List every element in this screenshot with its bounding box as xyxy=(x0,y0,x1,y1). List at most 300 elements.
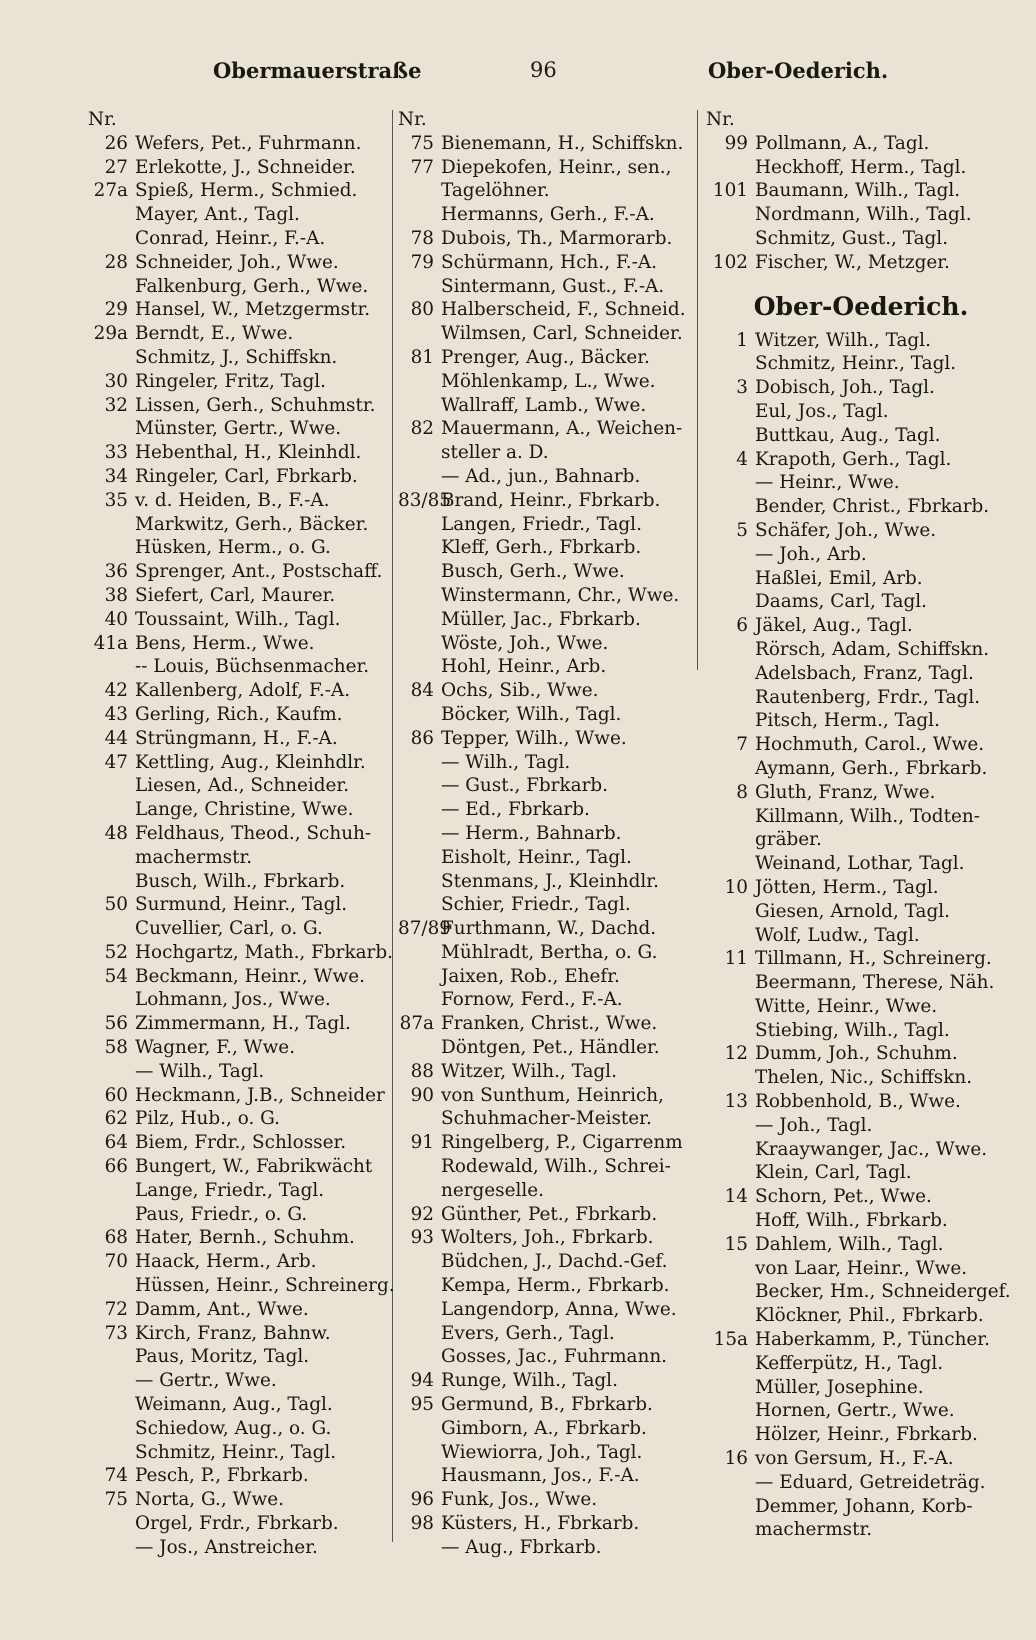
house-number xyxy=(88,1369,135,1393)
directory-entry xyxy=(398,751,698,775)
directory-entry xyxy=(88,1298,393,1322)
directory-entry xyxy=(88,822,393,846)
resident-entry: Küsters, H., Fbrkarb. xyxy=(441,1513,640,1535)
directory-entry xyxy=(88,560,393,584)
house-number: 47 xyxy=(104,751,128,773)
directory-entry xyxy=(706,781,1016,805)
house-number: 29 xyxy=(104,299,128,321)
directory-entry xyxy=(706,1376,1016,1400)
house-number xyxy=(398,441,441,465)
house-number: 66 xyxy=(104,1156,128,1178)
directory-entry xyxy=(88,417,393,441)
directory-entry xyxy=(706,519,1016,543)
house-number xyxy=(398,632,441,656)
directory-entry xyxy=(88,917,393,941)
resident-entry: — Jos., Anstreicher. xyxy=(135,1536,318,1558)
resident-entry: Schiedow, Aug., o. G. xyxy=(135,1417,332,1439)
house-number: 6 xyxy=(736,615,748,637)
house-number xyxy=(706,1352,755,1376)
directory-entry xyxy=(398,965,698,989)
directory-entry xyxy=(706,448,1016,472)
directory-entry xyxy=(398,346,698,370)
resident-entry: Markwitz, Gerh., Bäcker. xyxy=(135,513,369,535)
directory-entry xyxy=(88,751,393,775)
house-number: 13 xyxy=(724,1091,748,1113)
house-number: 90 xyxy=(410,1084,434,1106)
directory-entry xyxy=(398,1084,698,1108)
directory-entry xyxy=(398,536,698,560)
directory-entry xyxy=(88,1226,393,1250)
resident-entry: Hater, Bernh., Schuhm. xyxy=(135,1227,355,1249)
directory-entry xyxy=(88,179,393,203)
resident-entry: Eul, Jos., Tagl. xyxy=(755,400,889,422)
house-number xyxy=(398,275,441,299)
directory-entry xyxy=(398,560,698,584)
resident-entry: Kempa, Herm., Fbrkarb. xyxy=(441,1275,670,1297)
house-number: 54 xyxy=(104,965,128,987)
resident-entry: Möhlenkamp, L., Wwe. xyxy=(441,370,656,392)
house-number xyxy=(398,1345,441,1369)
house-number xyxy=(398,1036,441,1060)
house-number xyxy=(706,757,755,781)
directory-entry xyxy=(398,132,698,156)
resident-entry: Fischer, W., Metzger. xyxy=(755,251,950,273)
resident-entry: Günther, Pet., Fbrkarb. xyxy=(441,1203,658,1225)
directory-entry xyxy=(706,614,1016,638)
house-number xyxy=(398,1322,441,1346)
directory-entry xyxy=(88,108,393,132)
directory-entry xyxy=(88,1417,393,1441)
resident-entry: Runge, Wilh., Tagl. xyxy=(441,1370,618,1392)
directory-entry xyxy=(706,1399,1016,1423)
house-number: 42 xyxy=(104,680,128,702)
house-number xyxy=(88,798,135,822)
directory-entry xyxy=(398,917,698,941)
house-number: 36 xyxy=(104,561,128,583)
directory-entry xyxy=(88,1464,393,1488)
house-number: 52 xyxy=(104,941,128,963)
directory-entry xyxy=(88,679,393,703)
resident-entry: Lange, Friedr., Tagl. xyxy=(135,1179,325,1201)
resident-entry: — Aug., Fbrkarb. xyxy=(441,1536,602,1558)
directory-entry xyxy=(398,1464,698,1488)
resident-entry: Lissen, Gerh., Schuhmstr. xyxy=(135,394,376,416)
resident-entry: Wolters, Joh., Fbrkarb. xyxy=(441,1227,654,1249)
directory-entry xyxy=(88,1203,393,1227)
directory-entry xyxy=(88,846,393,870)
directory-entry xyxy=(88,298,393,322)
house-number: Nr. xyxy=(706,109,735,130)
resident-entry: Ringeler, Carl, Fbrkarb. xyxy=(135,465,358,487)
house-number xyxy=(706,1257,755,1281)
resident-entry: Bungert, W., Fabrikwächt xyxy=(135,1156,373,1178)
house-number: 1 xyxy=(736,329,748,351)
directory-entry xyxy=(706,156,1016,180)
resident-entry: Killmann, Wilh., Todten- xyxy=(755,805,980,827)
house-number xyxy=(706,227,755,251)
house-number: 12 xyxy=(724,1043,748,1065)
house-number: 27 xyxy=(104,156,128,178)
resident-entry: Wöste, Joh., Wwe. xyxy=(441,632,609,654)
directory-entry xyxy=(398,655,698,679)
resident-entry: — Wilh., Tagl. xyxy=(441,751,571,773)
resident-entry: Germund, B., Fbrkarb. xyxy=(441,1394,653,1416)
resident-entry: nergeselle. xyxy=(441,1179,544,1201)
resident-entry: Diepekofen, Heinr., sen., xyxy=(441,156,672,178)
directory-entry xyxy=(88,1322,393,1346)
directory-entry xyxy=(706,376,1016,400)
resident-entry: Conrad, Heinr., F.-A. xyxy=(135,227,326,249)
directory-entry xyxy=(88,965,393,989)
header-street-right: Ober-Oederich. xyxy=(708,58,889,83)
house-number xyxy=(706,662,755,686)
directory-entry xyxy=(706,900,1016,924)
resident-entry: Falkenburg, Gerh., Wwe. xyxy=(135,275,369,297)
house-number xyxy=(706,638,755,662)
directory-entry xyxy=(398,1441,698,1465)
resident-entry: Weinand, Lothar, Tagl. xyxy=(755,853,965,875)
house-number xyxy=(398,1274,441,1298)
directory-entry xyxy=(706,924,1016,948)
house-number xyxy=(398,1417,441,1441)
resident-entry: Wallraff, Lamb., Wwe. xyxy=(441,394,647,416)
resident-entry: Beckmann, Heinr., Wwe. xyxy=(135,965,365,987)
house-number: 77 xyxy=(410,156,434,178)
resident-entry: Witzer, Wilh., Tagl. xyxy=(755,329,931,351)
house-number: 84 xyxy=(410,680,434,702)
house-number: 40 xyxy=(104,608,128,630)
house-number xyxy=(706,1471,755,1495)
directory-entry xyxy=(88,536,393,560)
resident-entry: Kraaywanger, Jac., Wwe. xyxy=(755,1138,988,1160)
resident-entry: Spieß, Herm., Schmied. xyxy=(135,180,358,202)
house-number xyxy=(706,995,755,1019)
directory-entry xyxy=(398,727,698,751)
directory-entry xyxy=(88,893,393,917)
directory-entry xyxy=(88,1107,393,1131)
directory-entry xyxy=(88,1060,393,1084)
resident-entry: Aymann, Gerh., Fbrkarb. xyxy=(755,757,988,779)
directory-entry xyxy=(706,1471,1016,1495)
house-number: 62 xyxy=(104,1108,128,1130)
house-number xyxy=(398,536,441,560)
resident-entry: Haack, Herm., Arb. xyxy=(135,1251,317,1273)
house-number xyxy=(88,513,135,537)
house-number xyxy=(398,893,441,917)
resident-entry: Schneider, Joh., Wwe. xyxy=(135,251,339,273)
directory-entry xyxy=(88,608,393,632)
resident-entry: Giesen, Arnold, Tagl. xyxy=(755,900,950,922)
directory-entry xyxy=(88,1488,393,1512)
resident-entry: Jötten, Herm., Tagl. xyxy=(755,876,939,898)
house-number xyxy=(88,774,135,798)
directory-entry xyxy=(88,941,393,965)
house-number: 99 xyxy=(724,132,748,154)
house-number xyxy=(706,1304,755,1328)
directory-entry xyxy=(706,1185,1016,1209)
directory-entry xyxy=(398,156,698,180)
directory-entry xyxy=(88,1345,393,1369)
house-number: 78 xyxy=(410,227,434,249)
house-number xyxy=(706,1066,755,1090)
house-number: 70 xyxy=(104,1251,128,1273)
house-number xyxy=(706,1114,755,1138)
house-number xyxy=(398,584,441,608)
resident-entry: Beermann, Therese, Näh. xyxy=(755,972,995,994)
directory-entry xyxy=(88,132,393,156)
house-number: 83/85 xyxy=(398,489,451,511)
directory-entry xyxy=(706,1304,1016,1328)
resident-entry: Demmer, Johann, Korb- xyxy=(755,1495,973,1517)
house-number: Nr. xyxy=(88,109,117,130)
house-number xyxy=(706,543,755,567)
house-number xyxy=(88,275,135,299)
house-number xyxy=(88,870,135,894)
house-number: 75 xyxy=(104,1489,128,1511)
house-number: 34 xyxy=(104,465,128,487)
resident-entry: Langendorp, Anna, Wwe. xyxy=(441,1298,677,1320)
directory-entry xyxy=(706,1423,1016,1447)
resident-entry: Heckhoff, Herm., Tagl. xyxy=(755,156,967,178)
directory-entry xyxy=(706,852,1016,876)
resident-entry: — Eduard, Getreideträg. xyxy=(755,1471,986,1493)
resident-entry: Pesch, P., Fbrkarb. xyxy=(135,1465,309,1487)
house-number xyxy=(706,1518,755,1542)
directory-entry xyxy=(706,179,1016,203)
resident-entry: Krapoth, Gerh., Tagl. xyxy=(755,448,952,470)
resident-entry: Nordmann, Wilh., Tagl. xyxy=(755,204,972,226)
directory-entry xyxy=(706,1447,1016,1471)
resident-entry: Norta, G., Wwe. xyxy=(135,1489,284,1511)
directory-entry xyxy=(398,513,698,537)
directory-entry xyxy=(88,227,393,251)
house-number: 74 xyxy=(104,1465,128,1487)
directory-entry xyxy=(398,1417,698,1441)
resident-entry: Eisholt, Heinr., Tagl. xyxy=(441,846,632,868)
header-street-left: Obermauerstraße xyxy=(213,58,422,83)
resident-entry: Pitsch, Herm., Tagl. xyxy=(755,710,940,732)
house-number: 96 xyxy=(410,1489,434,1511)
directory-entry xyxy=(398,679,698,703)
house-number xyxy=(398,798,441,822)
house-number xyxy=(398,774,441,798)
directory-entry xyxy=(88,655,393,679)
resident-entry: Klein, Carl, Tagl. xyxy=(755,1162,912,1184)
directory-entry xyxy=(398,298,698,322)
house-number: 101 xyxy=(712,180,748,202)
house-number: 92 xyxy=(410,1203,434,1225)
directory-entry xyxy=(706,1280,1016,1304)
directory-entry xyxy=(706,1257,1016,1281)
house-number: 79 xyxy=(410,251,434,273)
resident-entry: Heckmann, J.B., Schneider xyxy=(135,1084,385,1106)
resident-entry: Daams, Carl, Tagl. xyxy=(755,591,927,613)
resident-entry: Funk, Jos., Wwe. xyxy=(441,1489,598,1511)
directory-entry xyxy=(398,1012,698,1036)
directory-entry xyxy=(706,1233,1016,1257)
resident-entry: Berndt, E., Wwe. xyxy=(135,323,294,345)
house-number: 15 xyxy=(724,1233,748,1255)
resident-entry: Schorn, Pet., Wwe. xyxy=(755,1186,932,1208)
resident-entry: Zimmermann, H., Tagl. xyxy=(135,1013,351,1035)
resident-entry: Hochgartz, Math., Fbrkarb. xyxy=(135,941,393,963)
house-number xyxy=(398,655,441,679)
house-number xyxy=(706,1423,755,1447)
directory-entry xyxy=(706,662,1016,686)
house-number xyxy=(398,822,441,846)
directory-entry xyxy=(398,322,698,346)
directory-entry xyxy=(88,1131,393,1155)
directory-entry xyxy=(88,275,393,299)
house-number xyxy=(706,828,755,852)
resident-entry: Dumm, Joh., Schuhm. xyxy=(755,1043,958,1065)
house-number xyxy=(398,751,441,775)
house-number: 14 xyxy=(724,1186,748,1208)
directory-entry xyxy=(398,822,698,846)
resident-entry: v. d. Heiden, B., F.-A. xyxy=(135,489,330,511)
directory-entry xyxy=(398,1488,698,1512)
directory-entry xyxy=(706,686,1016,710)
resident-entry: Klöckner, Phil., Fbrkarb. xyxy=(755,1305,984,1327)
resident-entry: Cuvellier, Carl, o. G. xyxy=(135,918,323,940)
house-number: 33 xyxy=(104,442,128,464)
directory-entry xyxy=(706,1495,1016,1519)
house-number xyxy=(398,465,441,489)
directory-entry xyxy=(88,465,393,489)
resident-entry: — Gust., Fbrkarb. xyxy=(441,775,608,797)
resident-entry: Ringeler, Fritz, Tagl. xyxy=(135,370,326,392)
directory-entry xyxy=(706,227,1016,251)
directory-entry xyxy=(398,1036,698,1060)
house-number xyxy=(88,1417,135,1441)
resident-entry: Haberkamm, P., Tüncher. xyxy=(755,1329,990,1351)
directory-entry xyxy=(398,988,698,1012)
resident-entry: Rörsch, Adam, Schiffskn. xyxy=(755,638,990,660)
house-number xyxy=(398,965,441,989)
house-number: 48 xyxy=(104,822,128,844)
resident-entry: Döntgen, Pet., Händler. xyxy=(441,1037,660,1059)
directory-entry xyxy=(88,1036,393,1060)
directory-entry xyxy=(88,1084,393,1108)
column-1 xyxy=(88,108,393,1560)
directory-entry xyxy=(398,1226,698,1250)
directory-entry xyxy=(706,1328,1016,1352)
house-number xyxy=(88,1512,135,1536)
house-number xyxy=(398,1464,441,1488)
house-number: 41a xyxy=(93,632,128,654)
directory-entry xyxy=(398,370,698,394)
house-number xyxy=(398,394,441,418)
resident-entry: Münster, Gertr., Wwe. xyxy=(135,418,342,440)
resident-entry: Surmund, Heinr., Tagl. xyxy=(135,894,348,916)
house-number: 27a xyxy=(93,180,128,202)
house-number xyxy=(706,495,755,519)
resident-entry: Hermanns, Gerh., F.-A. xyxy=(441,204,655,226)
resident-entry: Hoff, Wilh., Fbrkarb. xyxy=(755,1210,948,1232)
directory-entry xyxy=(88,1369,393,1393)
resident-entry: Tillmann, H., Schreinerg. xyxy=(755,948,992,970)
directory-entry xyxy=(398,227,698,251)
house-number xyxy=(88,203,135,227)
resident-entry: von Sunthum, Heinrich, xyxy=(441,1084,664,1106)
resident-entry: Jaixen, Rob., Ehefr. xyxy=(441,965,620,987)
house-number: 88 xyxy=(410,1060,434,1082)
house-number: 82 xyxy=(410,418,434,440)
resident-entry: Stiebing, Wilh., Tagl. xyxy=(755,1019,950,1041)
directory-entry xyxy=(706,203,1016,227)
directory-entry xyxy=(88,441,393,465)
resident-entry: Kirch, Franz, Bahnw. xyxy=(135,1322,331,1344)
house-number xyxy=(706,1495,755,1519)
directory-entry xyxy=(398,870,698,894)
directory-entry xyxy=(398,941,698,965)
resident-entry: — Joh., Arb. xyxy=(755,543,867,565)
directory-entry xyxy=(706,590,1016,614)
house-number xyxy=(706,900,755,924)
resident-entry: von Gersum, H., F.-A. xyxy=(755,1448,954,1470)
house-number: 38 xyxy=(104,584,128,606)
directory-entry xyxy=(88,203,393,227)
directory-entry xyxy=(398,1179,698,1203)
directory-entry xyxy=(398,441,698,465)
resident-entry: Schmitz, Heinr., Tagl. xyxy=(755,353,957,375)
house-number: 44 xyxy=(104,727,128,749)
directory-entry xyxy=(88,251,393,275)
directory-entry xyxy=(398,1345,698,1369)
house-number xyxy=(398,870,441,894)
directory-entry xyxy=(706,495,1016,519)
resident-entry: — Heinr., Wwe. xyxy=(755,472,900,494)
house-number xyxy=(398,1536,441,1560)
resident-entry: Schmitz, Heinr., Tagl. xyxy=(135,1441,337,1463)
directory-entry xyxy=(88,798,393,822)
directory-entry xyxy=(706,1019,1016,1043)
column-3 xyxy=(706,108,1016,1542)
house-number xyxy=(398,370,441,394)
directory-entry xyxy=(398,251,698,275)
house-number: 91 xyxy=(410,1132,434,1154)
resident-entry: Witzer, Wilh., Tagl. xyxy=(441,1060,617,1082)
page-number: 96 xyxy=(530,58,557,82)
house-number xyxy=(706,1280,755,1304)
house-number xyxy=(88,1536,135,1560)
house-number: 8 xyxy=(736,781,748,803)
resident-entry: Siefert, Carl, Maurer. xyxy=(135,584,336,606)
resident-entry: — Wilh., Tagl. xyxy=(135,1060,265,1082)
resident-entry: Toussaint, Wilh., Tagl. xyxy=(135,608,341,630)
house-number xyxy=(706,1399,755,1423)
resident-entry: Sprenger, Ant., Postschaff. xyxy=(135,561,383,583)
resident-entry: Feldhaus, Theod., Schuh- xyxy=(135,822,372,844)
resident-entry: Haßlei, Emil, Arb. xyxy=(755,567,923,589)
directory-entry xyxy=(706,947,1016,971)
column-2 xyxy=(398,108,698,1560)
directory-entry xyxy=(88,703,393,727)
house-number xyxy=(706,709,755,733)
house-number xyxy=(706,352,755,376)
house-number xyxy=(88,346,135,370)
house-number: 10 xyxy=(724,876,748,898)
house-number xyxy=(706,567,755,591)
resident-entry: Gluth, Franz, Wwe. xyxy=(755,781,936,803)
house-number: 95 xyxy=(410,1394,434,1416)
house-number: 81 xyxy=(410,346,434,368)
directory-entry xyxy=(88,370,393,394)
house-number: 60 xyxy=(104,1084,128,1106)
house-number: 72 xyxy=(104,1298,128,1320)
directory-entry xyxy=(88,584,393,608)
resident-entry: Evers, Gerh., Tagl. xyxy=(441,1322,615,1344)
